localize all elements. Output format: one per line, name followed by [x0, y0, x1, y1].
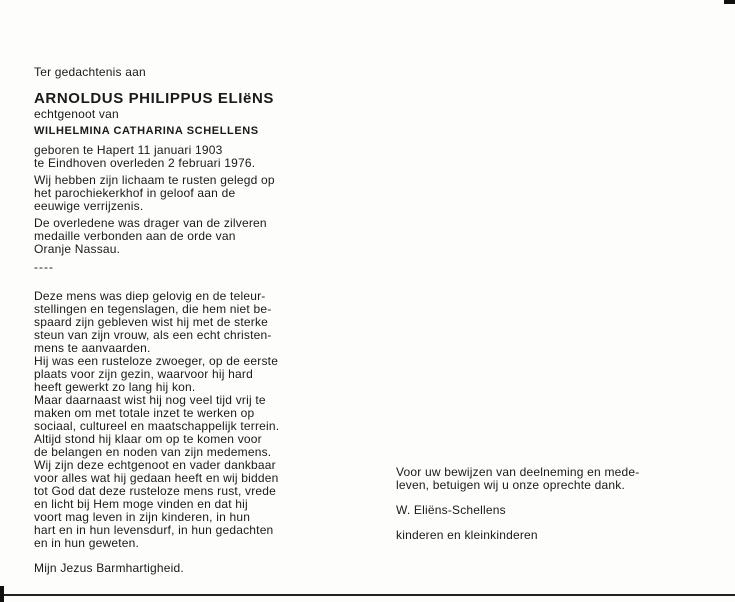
- text-line: eeuwige verrijzenis.: [34, 199, 144, 213]
- text-line: plaats voor zijn gezin, waarvoor hij hard: [34, 367, 253, 381]
- right-column: [396, 466, 706, 542]
- spouse-name: WILHELMINA CATHARINA SCHELLENS: [34, 125, 259, 137]
- text-line: tot God dat deze rusteloze mens rust, vrede: [34, 484, 277, 498]
- spouse-intro: echtgenoot van: [34, 107, 119, 121]
- intro-text: Ter gedachtenis aan: [34, 65, 146, 79]
- bio-paragraph: [34, 290, 334, 355]
- card-edge-left: [0, 586, 4, 602]
- text-line: heeft gewerkt zo lang hij kon.: [34, 380, 196, 394]
- left-column: [34, 66, 334, 575]
- text-line: Oranje Nassau.: [34, 242, 121, 256]
- text-line: maken om met totale inzet te werken op: [34, 406, 255, 420]
- burial-paragraph: [34, 174, 334, 213]
- text-line: medaille verbonden aan de orde van: [34, 229, 236, 243]
- bio-paragraph: [34, 459, 334, 550]
- birth-death-paragraph: [34, 144, 334, 170]
- text-line: voor alles wat hij gedaan heeft en wij bidden: [34, 471, 279, 485]
- text-line: geboren te Hapert 11 januari 1903: [34, 143, 223, 157]
- text-line: en in hun geweten.: [34, 536, 140, 550]
- text-line: en licht bij Hem moge vinden en dat hij: [34, 497, 248, 511]
- text-line: het parochiekerkhof in geloof aan de: [34, 186, 236, 200]
- text-line: Wij hebben zijn lichaam te rusten gelegd op: [34, 173, 275, 187]
- medal-paragraph: [34, 217, 334, 256]
- closing-prayer: Mijn Jezus Barmhartigheid.: [34, 561, 184, 575]
- text-line: spaard zijn gebleven wist hij met de sterke: [34, 315, 269, 329]
- text-line: hart en in hun levensdurf, in hun gedachten: [34, 523, 274, 537]
- text-line: stellingen en tegenslagen, die hem niet be-: [34, 302, 272, 316]
- bio-paragraph: [34, 394, 334, 433]
- text-line: mens te aanvaarden.: [34, 341, 151, 355]
- text-line: voort mag leven in zijn kinderen, in hun: [34, 510, 251, 524]
- text-line: De overledene was drager van de zilveren: [34, 216, 267, 230]
- text-line: de belangen en noden van zijn medemens.: [34, 445, 272, 459]
- text-line: steun van zijn vrouw, als een echt christen-: [34, 328, 272, 342]
- bio-paragraph: [34, 355, 334, 394]
- text-line: te Eindhoven overleden 2 februari 1976.: [34, 156, 256, 170]
- deceased-name: ARNOLDUS PHILIPPUS ELIëNS: [34, 90, 275, 107]
- card-edge-bottom: [0, 594, 735, 596]
- card-edge-top: [724, 0, 735, 4]
- text-line: Hij was een rusteloze zwoeger, op de eerste: [34, 354, 279, 368]
- thanks-paragraph: [396, 466, 706, 492]
- separator: ----: [34, 260, 54, 274]
- text-line: sociaal, cultureel en maatschappelijk terrein.: [34, 419, 280, 433]
- biography: [34, 290, 334, 550]
- text-line: Deze mens was diep gelovig en de teleur-: [34, 289, 266, 303]
- family-signature: kinderen en kleinkinderen: [396, 528, 538, 542]
- signatory: W. Eliëns-Schellens: [396, 503, 506, 517]
- text-line: Wij zijn deze echtgenoot en vader dankbaar: [34, 458, 276, 472]
- text-line: Maar daarnaast wist hij nog veel tijd vrij te: [34, 393, 266, 407]
- text-line: Voor uw bewijzen van deelneming en mede-: [396, 465, 640, 479]
- bio-paragraph: [34, 433, 334, 459]
- text-line: Altijd stond hij klaar om op te komen voor: [34, 432, 262, 446]
- text-line: leven, betuigen wij u onze oprechte dank.: [396, 478, 626, 492]
